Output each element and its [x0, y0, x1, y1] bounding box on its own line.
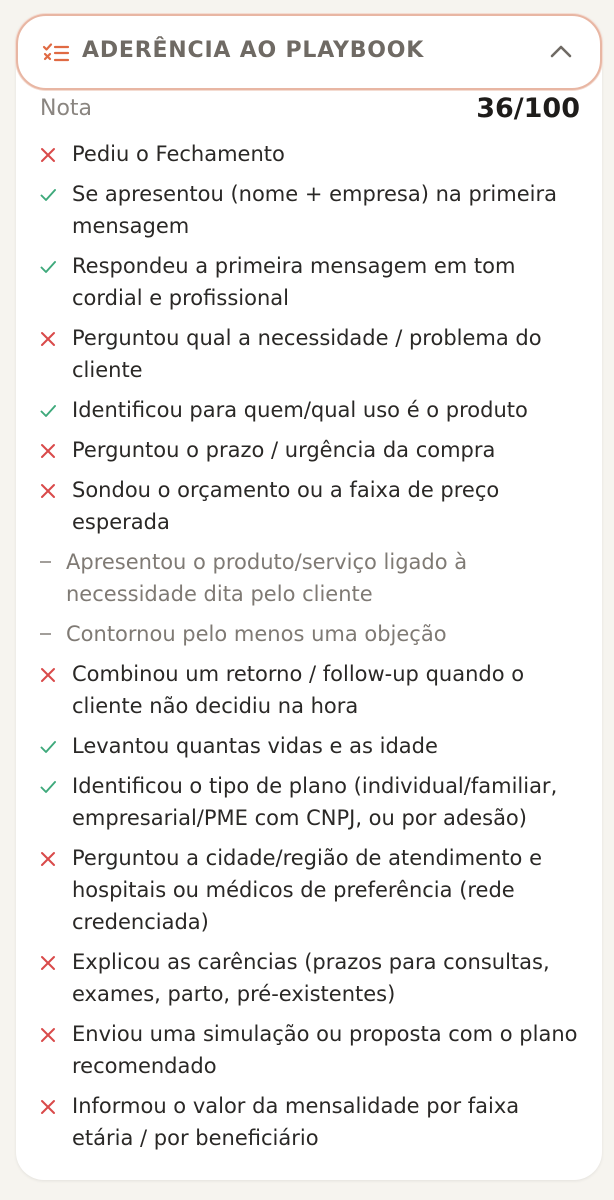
criterion-text: Explicou as carências (prazos para consultas, exames, parto, pré-existentes)	[72, 950, 550, 1006]
criterion-text: Levantou quantas vidas e as idade	[72, 734, 438, 758]
criterion-item	[40, 1090, 580, 1154]
criterion-item	[40, 842, 580, 938]
criterion-item	[40, 474, 580, 538]
criterion-text: Perguntou qual a necessidade / problema do cliente	[72, 326, 542, 382]
criterion-text: Apresentou o produto/serviço ligado à necessidade dita pelo cliente	[66, 550, 468, 606]
criterion-text: Pediu o Fechamento	[72, 142, 285, 166]
check-icon	[40, 259, 56, 275]
criterion-text: Identificou para quem/qual uso é o produto	[72, 398, 528, 422]
check-icon	[40, 739, 56, 755]
playbook-section-header[interactable]	[16, 14, 602, 90]
criterion-item	[40, 394, 580, 426]
chevron-up-icon[interactable]	[550, 44, 572, 58]
cross-icon	[40, 955, 56, 971]
criterion-text: Combinou um retorno / follow-up quando o cliente não decidiu na hora	[72, 662, 525, 718]
cross-icon	[40, 483, 56, 499]
check-icon	[40, 187, 56, 203]
score-label: Nota	[40, 96, 93, 121]
criterion-item	[40, 250, 580, 314]
cross-icon	[40, 1027, 56, 1043]
criterion-item	[40, 546, 580, 610]
criteria-list	[40, 138, 580, 1162]
criterion-item	[40, 730, 580, 762]
criterion-text: Informou o valor da mensalidade por faixa etária / por beneficiário	[72, 1094, 520, 1150]
cross-icon	[40, 331, 56, 347]
criterion-text: Sondou o orçamento ou a faixa de preço esperada	[72, 478, 500, 534]
criterion-text: Respondeu a primeira mensagem em tom cordial e profissional	[72, 254, 516, 310]
criterion-text: Se apresentou (nome + empresa) na primeira mensagem	[72, 182, 557, 238]
dash-icon	[40, 633, 51, 635]
checklist-icon	[42, 42, 70, 64]
section-title: ADERÊNCIA AO PLAYBOOK	[82, 38, 425, 63]
criterion-item	[40, 1018, 580, 1082]
criterion-text: Perguntou a cidade/região de atendimento e hospitais ou médicos de preferência (rede credenciada)	[72, 846, 542, 934]
criterion-item	[40, 770, 580, 834]
score-value: 36/100	[476, 93, 580, 124]
dash-icon	[40, 561, 51, 563]
criterion-text: Contornou pelo menos uma objeção	[66, 622, 447, 646]
cross-icon	[40, 147, 56, 163]
playbook-adherence-card	[16, 14, 602, 1180]
criterion-item	[40, 658, 580, 722]
cross-icon	[40, 851, 56, 867]
criterion-item	[40, 618, 580, 650]
criterion-text: Enviou uma simulação ou proposta com o plano recomendado	[72, 1022, 578, 1078]
check-icon	[40, 403, 56, 419]
criterion-item	[40, 322, 580, 386]
check-icon	[40, 779, 56, 795]
criterion-text: Identificou o tipo de plano (individual/familiar, empresarial/PME com CNPJ, ou por adesão)	[72, 774, 558, 830]
cross-icon	[40, 1099, 56, 1115]
criterion-item	[40, 946, 580, 1010]
cross-icon	[40, 667, 56, 683]
criterion-text: Perguntou o prazo / urgência da compra	[72, 438, 496, 462]
criterion-item	[40, 138, 580, 170]
cross-icon	[40, 443, 56, 459]
criterion-item	[40, 178, 580, 242]
criterion-item	[40, 434, 580, 466]
score-row	[40, 93, 580, 126]
